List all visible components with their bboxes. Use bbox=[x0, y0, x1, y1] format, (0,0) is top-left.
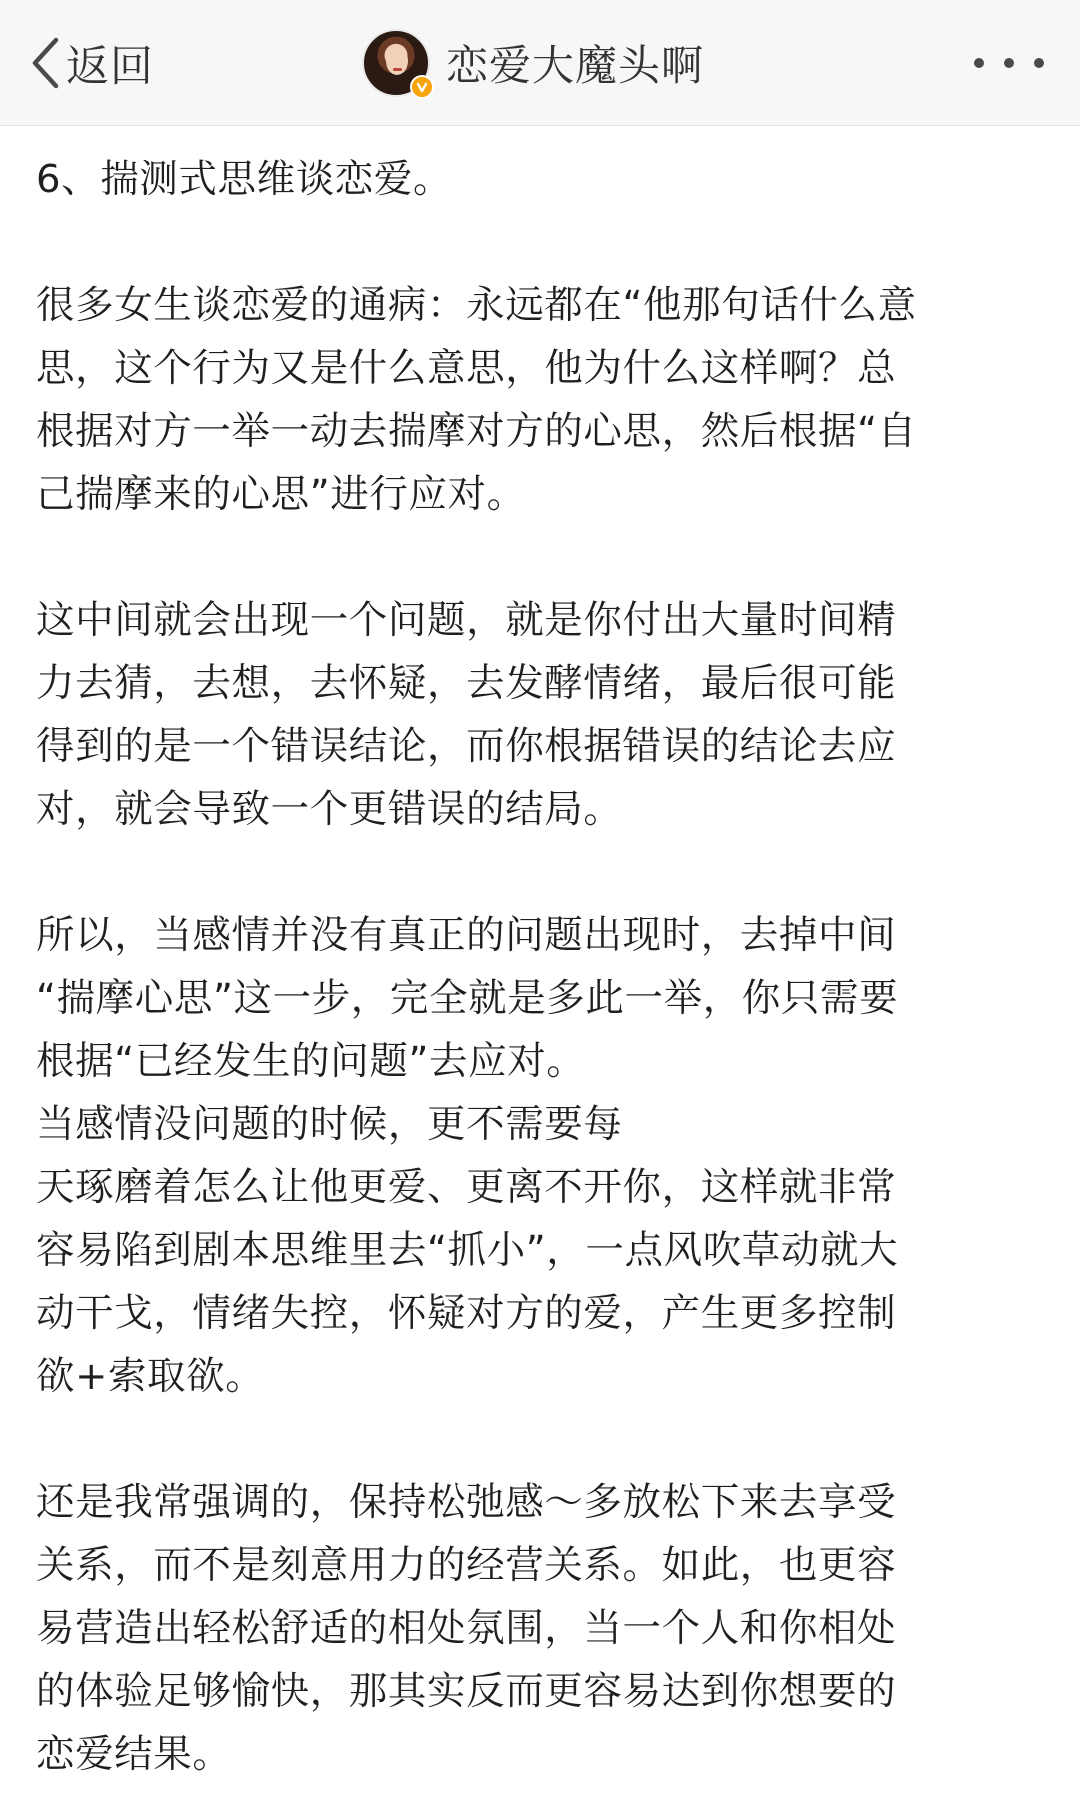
back-label: 返回 bbox=[66, 41, 154, 92]
paragraph bbox=[36, 904, 1046, 1408]
paragraph-heading bbox=[36, 148, 1046, 211]
chevron-left-icon bbox=[30, 36, 60, 90]
text-line: 所以，当感情并没有真正的问题出现时，去掉中间 bbox=[36, 913, 897, 958]
text-line: 天琢磨着怎么让他更爱、更离不开你，这样就非常 bbox=[36, 1165, 897, 1210]
text-line: “揣摩心思”这一步，完全就是多此一举，你只需要 bbox=[36, 976, 899, 1021]
paragraph bbox=[36, 1471, 1046, 1786]
text-line: 力去猜，去想，去怀疑，去发酵情绪，最后很可能 bbox=[36, 661, 897, 706]
text-line: 容易陷到剧本思维里去“抓小”，一点风吹草动就大 bbox=[36, 1228, 899, 1273]
more-options-button[interactable] bbox=[974, 46, 1044, 80]
paragraph bbox=[36, 274, 1046, 526]
more-dot bbox=[1034, 58, 1044, 68]
text-line: 动干戈，情绪失控，怀疑对方的爱，产生更多控制 bbox=[36, 1291, 897, 1336]
back-button[interactable] bbox=[30, 28, 154, 98]
paragraph-gap bbox=[36, 841, 1046, 904]
text-line: 这中间就会出现一个问题，就是你付出大量时间精 bbox=[36, 598, 897, 643]
paragraph-gap bbox=[36, 526, 1046, 589]
top-navigation-bar bbox=[0, 0, 1080, 126]
verified-badge-icon bbox=[410, 75, 434, 99]
more-dot bbox=[1004, 58, 1014, 68]
text-line: 易营造出轻松舒适的相处氛围，当一个人和你相处 bbox=[36, 1606, 897, 1651]
text-line: 恋爱结果。 bbox=[36, 1732, 232, 1777]
paragraph-gap bbox=[36, 1408, 1046, 1471]
avatar-mouth bbox=[393, 68, 402, 71]
paragraph-gap bbox=[36, 211, 1046, 274]
text-line: 很多女生谈恋爱的通病：永远都在“他那句话什么意 bbox=[36, 283, 917, 328]
text-line: 思，这个行为又是什么意思，他为什么这样啊？总 bbox=[36, 346, 897, 391]
text-line: 根据“已经发生的问题”去应对。 bbox=[36, 1039, 586, 1084]
text-line: 己揣摩来的心思”进行应对。 bbox=[36, 472, 526, 517]
post-content bbox=[36, 148, 1046, 1786]
text-line: 还是我常强调的，保持松弛感～多放松下来去享受 bbox=[36, 1480, 897, 1525]
text-line: 当感情没问题的时候，更不需要每 bbox=[36, 1102, 623, 1147]
more-dot bbox=[974, 58, 984, 68]
text-line: 的体验足够愉快，那其实反而更容易达到你想要的 bbox=[36, 1669, 897, 1714]
text-line: 欲+索取欲。 bbox=[36, 1354, 265, 1399]
avatar[interactable] bbox=[362, 29, 430, 97]
text-line: 对，就会导致一个更错误的结局。 bbox=[36, 787, 623, 832]
author-info[interactable] bbox=[362, 26, 704, 100]
text-line: 6、揣测式思维谈恋爱。 bbox=[36, 157, 453, 202]
author-name[interactable]: 恋爱大魔头啊 bbox=[446, 41, 705, 90]
text-line: 得到的是一个错误结论，而你根据错误的结论去应 bbox=[36, 724, 897, 769]
text-line: 根据对方一举一动去揣摩对方的心思，然后根据“自 bbox=[36, 409, 917, 454]
paragraph bbox=[36, 589, 1046, 841]
text-line: 关系，而不是刻意用力的经营关系。如此，也更容 bbox=[36, 1543, 897, 1588]
